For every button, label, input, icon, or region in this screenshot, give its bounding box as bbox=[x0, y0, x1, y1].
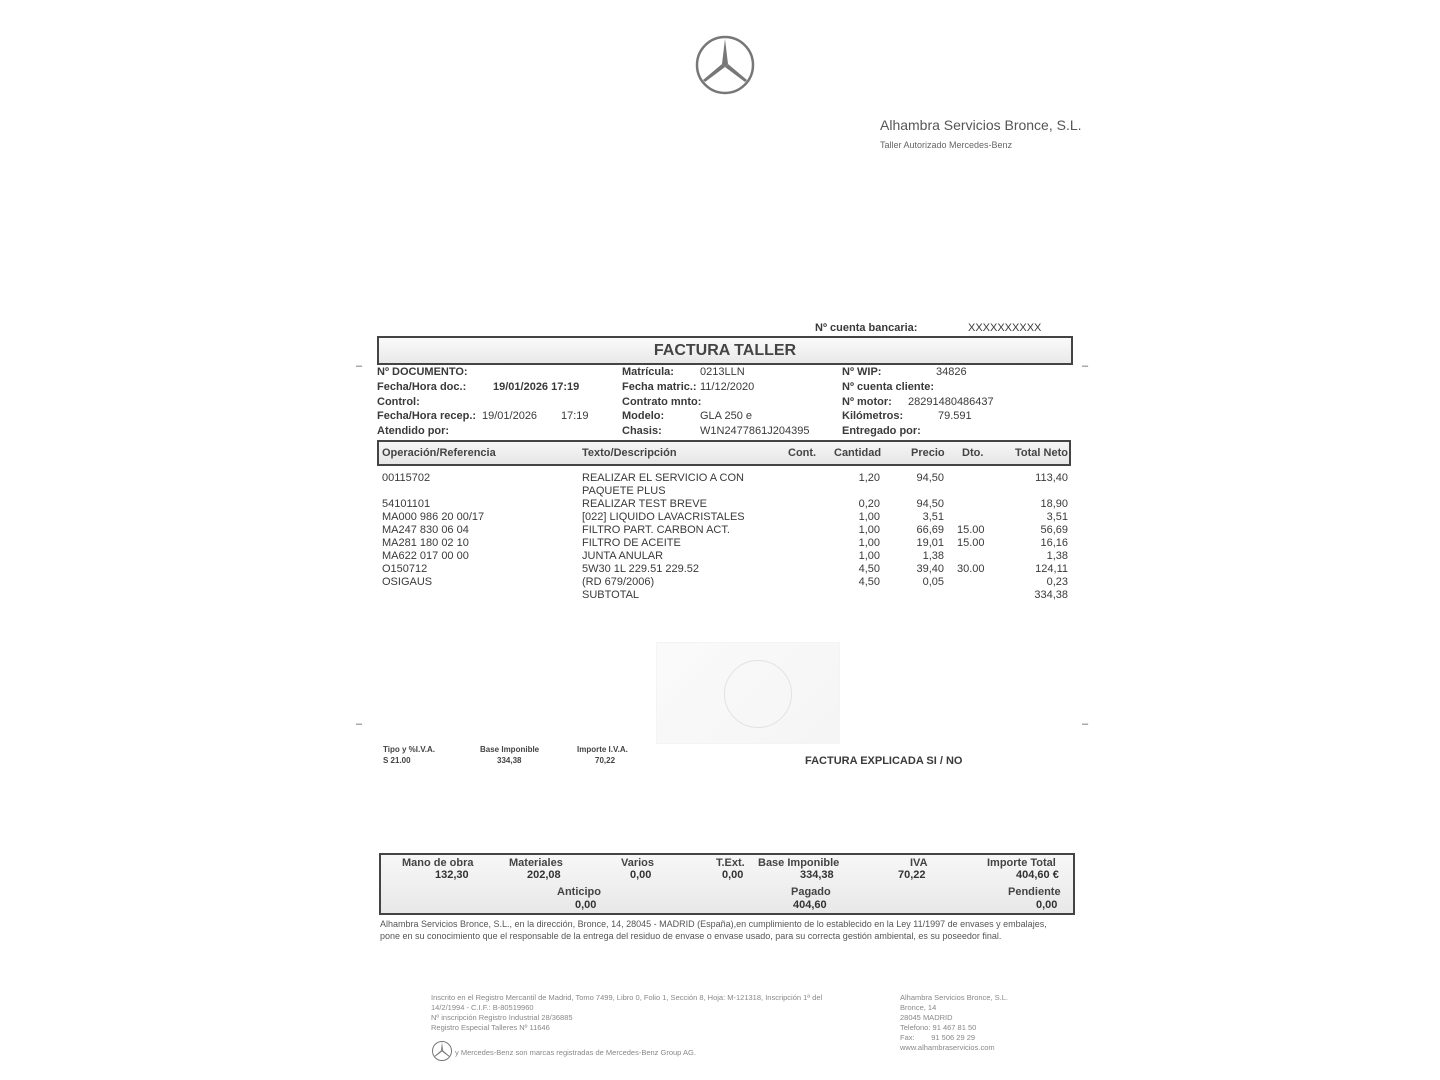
header-label: Atendido por: bbox=[377, 425, 450, 437]
line-item-total: 334,38 bbox=[1034, 589, 1068, 601]
line-item-ref: MA000 986 20 00/17 bbox=[382, 511, 485, 523]
iva-label: IVA bbox=[910, 857, 928, 869]
registry-line: 14/2/1994 - C.I.F.: B-80519960 bbox=[431, 1003, 534, 1012]
header-label: Fecha matric.: bbox=[622, 381, 697, 393]
registry-info bbox=[431, 993, 871, 1033]
line-item-qty: 0,20 bbox=[858, 498, 880, 510]
col-header-ref: Operación/Referencia bbox=[382, 447, 496, 459]
line-item-qty: 1,00 bbox=[858, 550, 880, 562]
line-item-qty: 1,00 bbox=[858, 511, 880, 523]
line-item-price: 0,05 bbox=[922, 576, 944, 588]
margin-tick: – bbox=[356, 718, 363, 730]
registry-line: Registro Especial Talleres Nº 11646 bbox=[431, 1023, 550, 1032]
line-item-ref: 00115702 bbox=[382, 472, 431, 484]
tax-base-label: Base Imponible bbox=[758, 857, 840, 869]
header-value: GLA 250 e bbox=[700, 410, 752, 422]
line-item-qty: 4,50 bbox=[858, 576, 880, 588]
header-label: Fecha/Hora recep.: bbox=[377, 410, 477, 422]
line-item-ref: OSIGAUS bbox=[382, 576, 433, 588]
header-label: Entregado por: bbox=[842, 425, 921, 437]
line-item-total: 18,90 bbox=[1040, 498, 1068, 510]
external-label: T.Ext. bbox=[716, 857, 745, 869]
col-header-price: Precio bbox=[911, 447, 945, 459]
labor-label: Mano de obra bbox=[402, 857, 474, 869]
vat-amount-value: 70,22 bbox=[595, 756, 616, 765]
margin-tick: – bbox=[356, 360, 363, 372]
header-label: Chasis: bbox=[622, 425, 662, 437]
header-label: Contrato mnto: bbox=[622, 396, 702, 408]
registry-line: Inscrito en el Registro Mercantil de Madrid, Tomo 7499, Libro 0, Folio 1, Sección 8, Hoja: M-121318, Inscripción 1ª del bbox=[431, 993, 823, 1002]
header-value: 11/12/2020 bbox=[700, 381, 755, 393]
header-label: Fecha/Hora doc.: bbox=[377, 381, 467, 393]
line-item-price: 1,38 bbox=[922, 550, 944, 562]
line-item-price: 39,40 bbox=[916, 563, 944, 575]
line-item-qty: 1,00 bbox=[858, 537, 880, 549]
header-label: Nº motor: bbox=[842, 396, 892, 408]
col-header-cont: Cont. bbox=[788, 447, 817, 459]
line-item-price: 66,69 bbox=[916, 524, 944, 536]
line-item-desc: PAQUETE PLUS bbox=[582, 485, 666, 497]
margin-tick: – bbox=[1082, 360, 1089, 372]
total-amount-label: Importe Total bbox=[987, 857, 1056, 869]
contact-info bbox=[900, 993, 1080, 1053]
line-item-qty: 4,50 bbox=[858, 563, 880, 575]
line-item-dto: 15.00 bbox=[957, 524, 985, 536]
line-item-desc: FILTRO PART. CARBON ACT. bbox=[582, 524, 730, 536]
line-item-qty: 1,20 bbox=[858, 472, 880, 484]
materials-label: Materiales bbox=[509, 857, 563, 869]
header-value: 19/01/2026 17:19 bbox=[493, 381, 580, 393]
faded-stamp-seal-icon bbox=[724, 660, 792, 728]
legal-line: pone en su conocimiento que el responsable de la entrega del residuo de envase o envase usado, para su correcta gestión ambiental, es su poseedor final. bbox=[380, 931, 1002, 941]
line-item-total: 16,16 bbox=[1040, 537, 1068, 549]
paid-label: Pagado bbox=[791, 886, 831, 898]
contact-line: Telefono: 91 467 81 50 bbox=[900, 1023, 977, 1032]
advance-value: 0,00 bbox=[575, 899, 597, 911]
registry-line: Nº inscripción Registro Industrial 28/36885 bbox=[431, 1013, 573, 1022]
line-item-ref: MA247 830 06 04 bbox=[382, 524, 469, 536]
contact-line: 28045 MADRID bbox=[900, 1013, 953, 1022]
line-item-dto: 15.00 bbox=[957, 537, 985, 549]
mercedes-star-logo-icon bbox=[694, 34, 756, 96]
header-value: 79.591 bbox=[938, 410, 972, 422]
line-item-dto: 30.00 bbox=[957, 563, 985, 575]
vat-type-label: Tipo y %I.V.A. bbox=[383, 745, 436, 754]
line-item-desc: 5W30 1L 229.51 229.52 bbox=[582, 563, 700, 575]
factura-explicada: FACTURA EXPLICADA SI / NO bbox=[805, 755, 963, 767]
line-item-qty: 1,00 bbox=[858, 524, 880, 536]
vat-amount-label: Importe I.V.A. bbox=[577, 745, 628, 754]
margin-tick: – bbox=[1082, 718, 1089, 730]
line-item-desc: JUNTA ANULAR bbox=[582, 550, 664, 562]
col-header-qty: Cantidad bbox=[834, 447, 882, 459]
contact-line: www.alhambraservicios.com bbox=[900, 1043, 995, 1052]
paid-value: 404,60 bbox=[793, 899, 827, 911]
line-item-desc: REALIZAR EL SERVICIO A CON bbox=[582, 472, 744, 484]
line-item-ref: MA281 180 02 10 bbox=[382, 537, 469, 549]
contact-line: Alhambra Servicios Bronce, S.L. bbox=[900, 993, 1008, 1002]
line-item-desc: (RD 679/2006) bbox=[582, 576, 655, 588]
line-item-price: 3,51 bbox=[922, 511, 944, 523]
header-label: Control: bbox=[377, 396, 420, 408]
header-value-time: 17:19 bbox=[561, 410, 589, 422]
contact-line: Fax: 91 506 29 29 bbox=[900, 1033, 976, 1042]
line-item-desc: [022] LIQUIDO LAVACRISTALES bbox=[582, 511, 745, 523]
line-item-total: 0,23 bbox=[1046, 576, 1068, 588]
header-value: 34826 bbox=[936, 366, 967, 378]
contact-line: Bronce, 14 bbox=[900, 1003, 937, 1012]
header-value: 0213LLN bbox=[700, 366, 745, 378]
line-item-price: 19,01 bbox=[916, 537, 944, 549]
iva-value: 70,22 bbox=[898, 869, 926, 881]
line-item-total: 113,40 bbox=[1035, 472, 1068, 484]
materials-value: 202,08 bbox=[527, 869, 561, 881]
pending-label: Pendiente bbox=[1008, 886, 1061, 898]
mercedes-star-small-icon bbox=[431, 1040, 453, 1062]
col-header-total: Total Neto bbox=[1015, 447, 1068, 459]
header-label: Nº cuenta cliente: bbox=[842, 381, 935, 393]
col-header-desc: Texto/Descripción bbox=[582, 447, 677, 459]
trademark-note: y Mercedes-Benz son marcas registradas de Mercedes-Benz Group AG. bbox=[455, 1048, 696, 1057]
header-label: Modelo: bbox=[622, 410, 665, 422]
legal-notice bbox=[380, 918, 1080, 942]
line-item-total: 124,11 bbox=[1035, 563, 1068, 575]
advance-label: Anticipo bbox=[557, 886, 601, 898]
col-header-dto: Dto. bbox=[962, 447, 984, 459]
line-item-total: 1,38 bbox=[1046, 550, 1068, 562]
line-item-desc: REALIZAR TEST BREVE bbox=[582, 498, 707, 510]
bank-account-value: XXXXXXXXXX bbox=[968, 322, 1042, 334]
labor-value: 132,30 bbox=[435, 869, 469, 881]
header-label: Nº WIP: bbox=[842, 366, 882, 378]
header-value: 19/01/2026 bbox=[482, 410, 538, 422]
header-label: Nº DOCUMENTO: bbox=[377, 366, 468, 378]
line-item-ref: MA622 017 00 00 bbox=[382, 550, 469, 562]
line-item-price: 94,50 bbox=[916, 472, 944, 484]
vat-base-value: 334,38 bbox=[497, 756, 522, 765]
vat-base-label: Base Imponible bbox=[480, 745, 540, 754]
invoice-title: FACTURA TALLER bbox=[377, 336, 1073, 365]
line-item-price: 94,50 bbox=[916, 498, 944, 510]
vat-type-value: S 21.00 bbox=[383, 756, 411, 765]
external-value: 0,00 bbox=[722, 869, 744, 881]
bank-account-label: Nº cuenta bancaria: bbox=[815, 322, 918, 334]
legal-line: Alhambra Servicios Bronce, S.L., en la dirección, Bronce, 14, 28045 - MADRID (España),en cumplimiento de lo establecido en la Ley 11/1997 de envases y embalajes, bbox=[380, 919, 1047, 929]
company-name: Alhambra Servicios Bronce, S.L. bbox=[880, 117, 1082, 133]
line-item-total: 3,51 bbox=[1046, 511, 1068, 523]
total-amount-value: 404,60 € bbox=[1016, 869, 1059, 881]
line-item-total: 56,69 bbox=[1040, 524, 1068, 536]
tax-base-value: 334,38 bbox=[800, 869, 834, 881]
header-label: Matrícula: bbox=[622, 366, 674, 378]
line-item-desc: SUBTOTAL bbox=[582, 589, 640, 601]
header-value: 28291480486437 bbox=[908, 396, 994, 408]
misc-value: 0,00 bbox=[630, 869, 652, 881]
line-item-ref: 54101101 bbox=[382, 498, 431, 510]
line-item-desc: FILTRO DE ACEITE bbox=[582, 537, 681, 549]
line-item-ref: O150712 bbox=[382, 563, 428, 575]
pending-value: 0,00 bbox=[1036, 899, 1058, 911]
misc-label: Varios bbox=[621, 857, 655, 869]
company-subtitle: Taller Autorizado Mercedes-Benz bbox=[880, 140, 1013, 150]
header-label: Kilómetros: bbox=[842, 410, 904, 422]
header-value: W1N2477861J204395 bbox=[700, 425, 810, 437]
